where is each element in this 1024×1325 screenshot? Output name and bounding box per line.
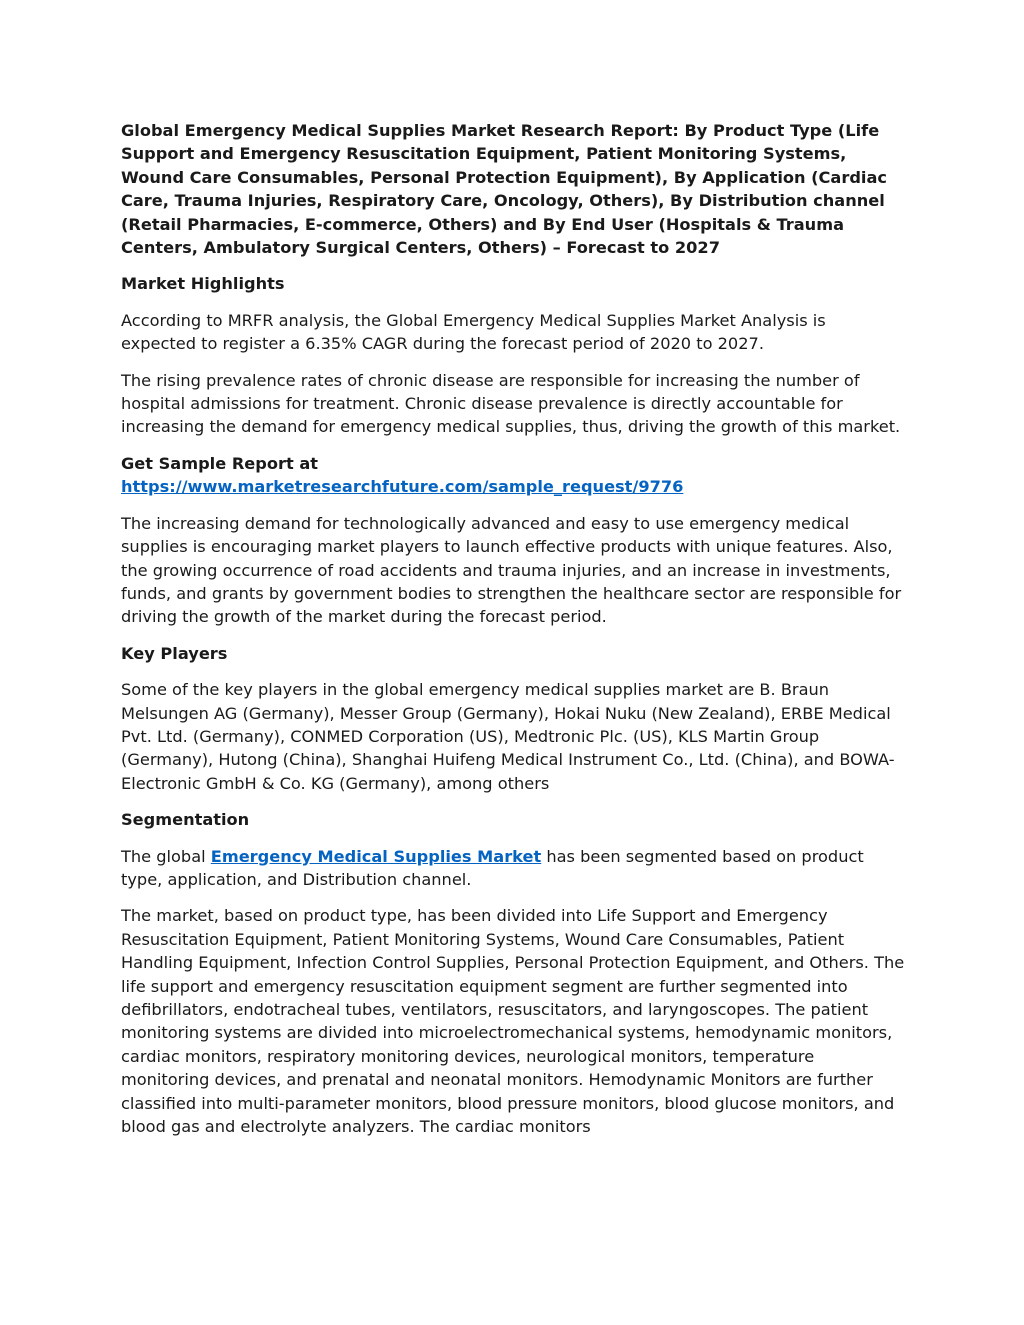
market-highlights-paragraph-2: The rising prevalence rates of chronic disease are responsible for increasing the number of hospital admissions for treatment. Chronic disease prevalence is directly accountable for increasing the demand for emergency medical supplies, thus, driving the growth of this market.	[121, 370, 901, 437]
segmentation-heading: Segmentation	[121, 810, 250, 830]
market-highlights-paragraph-1: According to MRFR analysis, the Global Emergency Medical Supplies Market Analysis is expected to register a 6.35% CAGR during the forecast period of 2020 to 2027.	[121, 310, 826, 354]
segmentation-text-before: The global	[121, 846, 211, 866]
market-link[interactable]: Emergency Medical Supplies Market	[210, 846, 542, 866]
segmentation-paragraph-1	[121, 845, 905, 892]
segmentation-paragraph-2: The market, based on product type, has been divided into Life Support and Emergency Resuscitation Equipment, Patient Monitoring Systems, Wound Care Consumables, Patient Handling Equipment, Infection Control Supplies, Personal Protection Equipment, and Others. The life support and emergency resuscitation equipment segment are further segmented into defibrillators, endotracheal tubes, ventilators, resuscitators, and laryngoscopes. The patient monitoring systems are divided into microelectromechanical systems, hemodynamic monitors, cardiac monitors, respiratory monitoring devices, neurological monitors, temperature monitoring devices, and prenatal and neonatal monitors. Hemodynamic Monitors are further classified into multi-parameter monitors, blood pressure monitors, blood glucose monitors, and blood gas and electrolyte analyzers. The cardiac monitors	[121, 906, 905, 1137]
sample-report-label: Get Sample Report at	[121, 453, 319, 473]
market-highlights-heading: Market Highlights	[121, 274, 285, 294]
sample-report-link[interactable]: https://www.marketresearchfuture.com/sample_request/9776	[121, 477, 684, 497]
document-title: Global Emergency Medical Supplies Market Research Report: By Product Type (Life Support and Emergency Resuscitation Equipment, Patient Monitoring Systems, Wound Care Consumables, Personal Protection Equipment), By Application (Cardiac Care, Trauma Injuries, Respiratory Care, Oncology, Others), By Distribution channel (Retail Pharmacies, E-commerce, Others) and By End User (Hospitals & Trauma Centers, Ambulatory Surgical Centers, Others) – Forecast to 2027	[121, 121, 887, 258]
document-page	[121, 119, 905, 1151]
growth-drivers-paragraph: The increasing demand for technologically advanced and easy to use emergency medical supplies is encouraging market players to launch effective products with unique features. Also, the growing occurrence of road accidents and trauma injuries, and an increase in investments, funds, and grants by government bodies to strengthen the healthcare sector are responsible for driving the growth of the market during the forecast period.	[121, 513, 902, 627]
segmentation-text-after: has been segmented based on product type, application, and Distribution channel.	[121, 846, 864, 889]
key-players-paragraph: Some of the key players in the global emergency medical supplies market are B. Braun Melsungen AG (Germany), Messer Group (Germany), Hokai Nuku (New Zealand), ERBE Medical Pvt. Ltd. (Germany), CONMED Corporation (US), Medtronic Plc. (US), KLS Martin Group (Germany), Hutong (China), Shanghai Huifeng Medical Instrument Co., Ltd. (China), and BOWA-Electronic GmbH & Co. KG (Germany), among others	[121, 680, 895, 793]
key-players-heading: Key Players	[121, 643, 228, 663]
sample-report-block	[121, 452, 905, 499]
